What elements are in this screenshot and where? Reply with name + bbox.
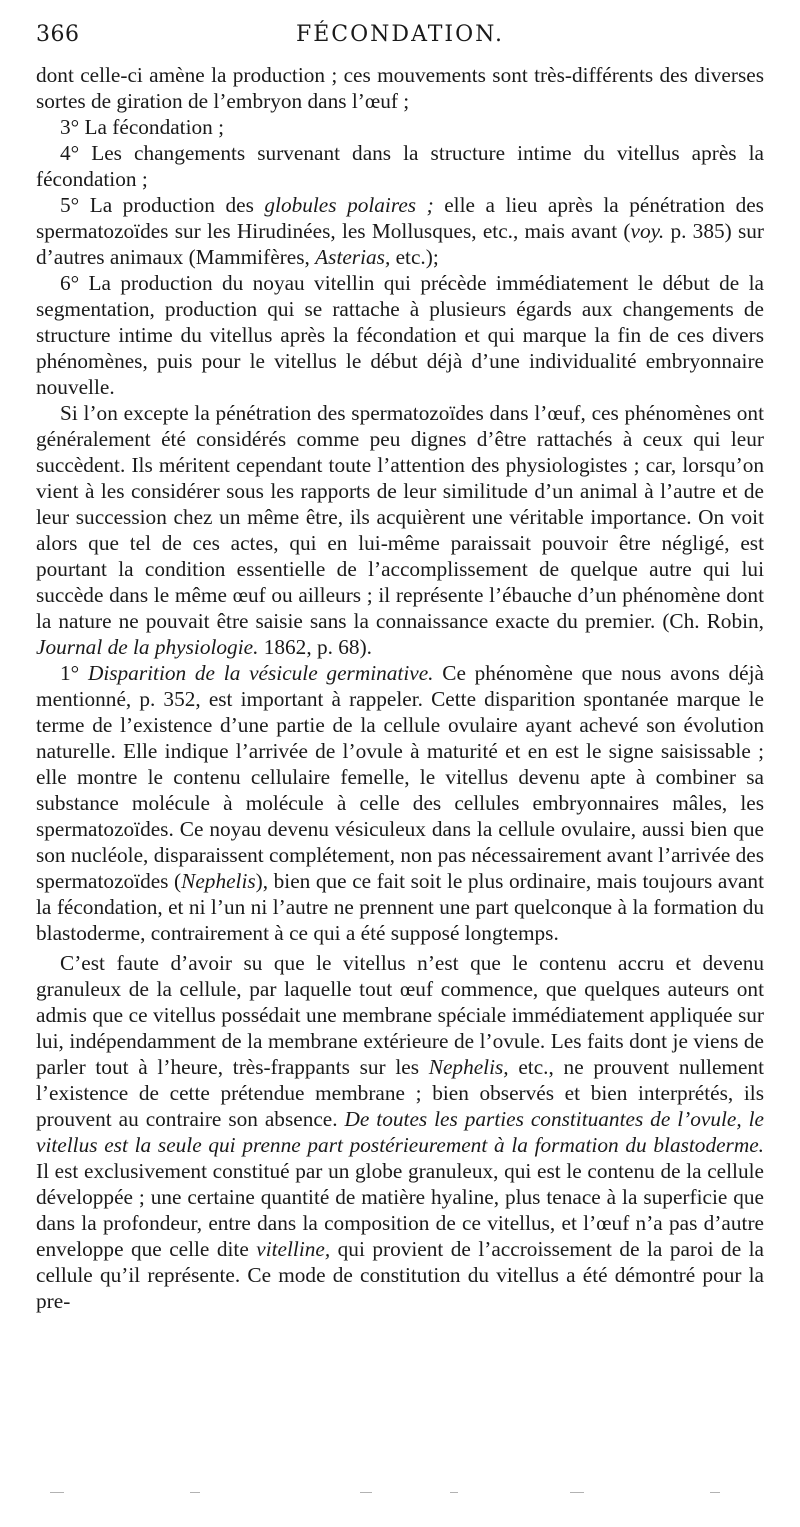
text-run: 4° Les changements survenant dans la structure intime du vitellus après la fécondation ; bbox=[36, 141, 764, 191]
italic-text: voy. bbox=[630, 219, 665, 243]
text-run: qui provient de l’accroissement de la paroi de la cellule qu’il représente. Ce mode de constitution du vitellus a été démontré pour la pre- bbox=[36, 1237, 764, 1313]
italic-text: De toutes les parties constituantes de l’ovule, le vitellus est la seule qui prenne part postérieurement à la formation du blastoderme. bbox=[36, 1107, 765, 1157]
paragraph-p3 bbox=[36, 192, 764, 270]
text-run: etc., ne prouvent nullement l’existence de cette prétendue membrane ; bien observés et bien interprétés, ils prouvent au contraire son absence. bbox=[36, 1055, 764, 1131]
italic-text: globules polaires ; bbox=[264, 193, 434, 217]
italic-text: Nephelis, bbox=[428, 1055, 509, 1079]
italic-text: Journal de la physiologie. bbox=[36, 635, 259, 659]
italic-text: vitelline, bbox=[256, 1237, 331, 1261]
paragraph-p5 bbox=[36, 400, 764, 660]
text-run: C’est faute d’avoir su que le vitellus n’est que le contenu accru et devenu granuleux de la cellule, par laquelle tout œuf commence, que quelques auteurs ont admis que ce vitellus possédait une membrane spéciale immédiatement appliquée sur lui, indépendamment de la membrane extérieure de l’ovule. Les faits dont je viens de parler tout à l’heure, très-frappants sur les bbox=[36, 951, 764, 1079]
text-run: p. 385) sur d’autres animaux (Mammifères, bbox=[36, 219, 765, 269]
page-header bbox=[36, 22, 764, 62]
paragraph-p0 bbox=[36, 62, 764, 114]
paragraph-p1 bbox=[36, 114, 764, 140]
body-text bbox=[36, 62, 764, 1314]
text-run: ), bien que ce fait soit le plus ordinaire, mais toujours avant la fécondation, et ni l’un ni l’autre ne prennent une part quelconque à la formation du blastoderme, contrairement à ce qui a été supposé longtemps. bbox=[36, 869, 765, 945]
text-run: dont celle-ci amène la production ; ces mouvements sont très-différents des diverses sortes de giration de l’embryon dans l’œuf ; bbox=[36, 63, 764, 113]
text-run: 3° La fécondation ; bbox=[60, 115, 225, 139]
page-number: 366 bbox=[36, 22, 80, 47]
paragraph-p4 bbox=[36, 270, 764, 400]
paragraph-p7 bbox=[36, 950, 764, 1314]
italic-text: Nephelis bbox=[181, 869, 256, 893]
text-run: 5° La production des bbox=[60, 193, 265, 217]
italic-text: Asterias, bbox=[315, 245, 391, 269]
paragraph-p6 bbox=[36, 660, 764, 946]
text-run: etc.); bbox=[390, 245, 439, 269]
text-run: Il est exclusivement constitué par un globe granuleux, qui est le contenu de la cellule développée ; une certaine quantité de matière hyaline, plus tenace à la superficie que dans la profondeur, entre dans la composition de ce vitellus, et l’œuf n’a pas d’autre enveloppe que celle dite bbox=[36, 1159, 764, 1261]
paragraph-p2 bbox=[36, 140, 764, 192]
scan-specks bbox=[30, 1492, 770, 1494]
text-run: 6° La production du noyau vitellin qui précède immédiatement le début de la segmentation, production qui se rattache à plusieurs égards aux changements de structure intime du vitellus après la fécondation et qui marque la fin de ces divers phénomènes, puis pour le vitellus le début déjà d’une individualité embryonnaire nouvelle. bbox=[36, 271, 764, 399]
text-run: Ce phénomène que nous avons déjà mentionné, p. 352, est important à rappeler. Cette disparition spontanée marque le terme de l’existence d’une partie de la cellule ovulaire ayant achevé son évolution naturelle. Elle indique l’arrivée de l’ovule à maturité et en est le signe saisissable ; elle montre le contenu cellulaire femelle, le vitellus devenu apte à combiner sa substance molécule à molécule à celle des cellules embryonnaires mâles, les spermatozoïdes. Ce noyau devenu vésiculeux dans la cellule ovulaire, aussi bien que son nucléole, disparaissent complétement, non pas nécessairement avant l’arrivée des spermatozoïdes ( bbox=[36, 661, 764, 893]
text-run: 1862, p. 68). bbox=[258, 635, 372, 659]
text-run: elle a lieu après la pénétration des spermatozoïdes sur les Hirudinées, les Mollusques, etc., mais avant ( bbox=[36, 193, 764, 243]
text-run: 1° bbox=[60, 661, 88, 685]
running-head: FÉCONDATION. bbox=[295, 22, 504, 47]
text-run: Si l’on excepte la pénétration des spermatozoïdes dans l’œuf, ces phénomènes ont généralement été considérés comme peu dignes d’être rattachés à ceux qui leur succèdent. Ils méritent cependant toute l’attention des physiologistes ; car, lorsqu’on vient à les considérer sous les rapports de leur similitude d’un animal à l’autre et de leur succession chez un même être, ils acquièrent une véritable importance. On voit alors que tel de ces actes, qui en lui-même paraissait pouvoir être négligé, est pourtant la condition essentielle de l’accomplissement de quelque autre qui lui succède dans le même œuf ou ailleurs ; il représente l’ébauche d’un phénomène dont la nature ne pouvait être saisie sans la connaissance exacte du premier. (Ch. Robin, bbox=[36, 401, 764, 633]
italic-text: Disparition de la vésicule germinative. bbox=[87, 661, 434, 685]
